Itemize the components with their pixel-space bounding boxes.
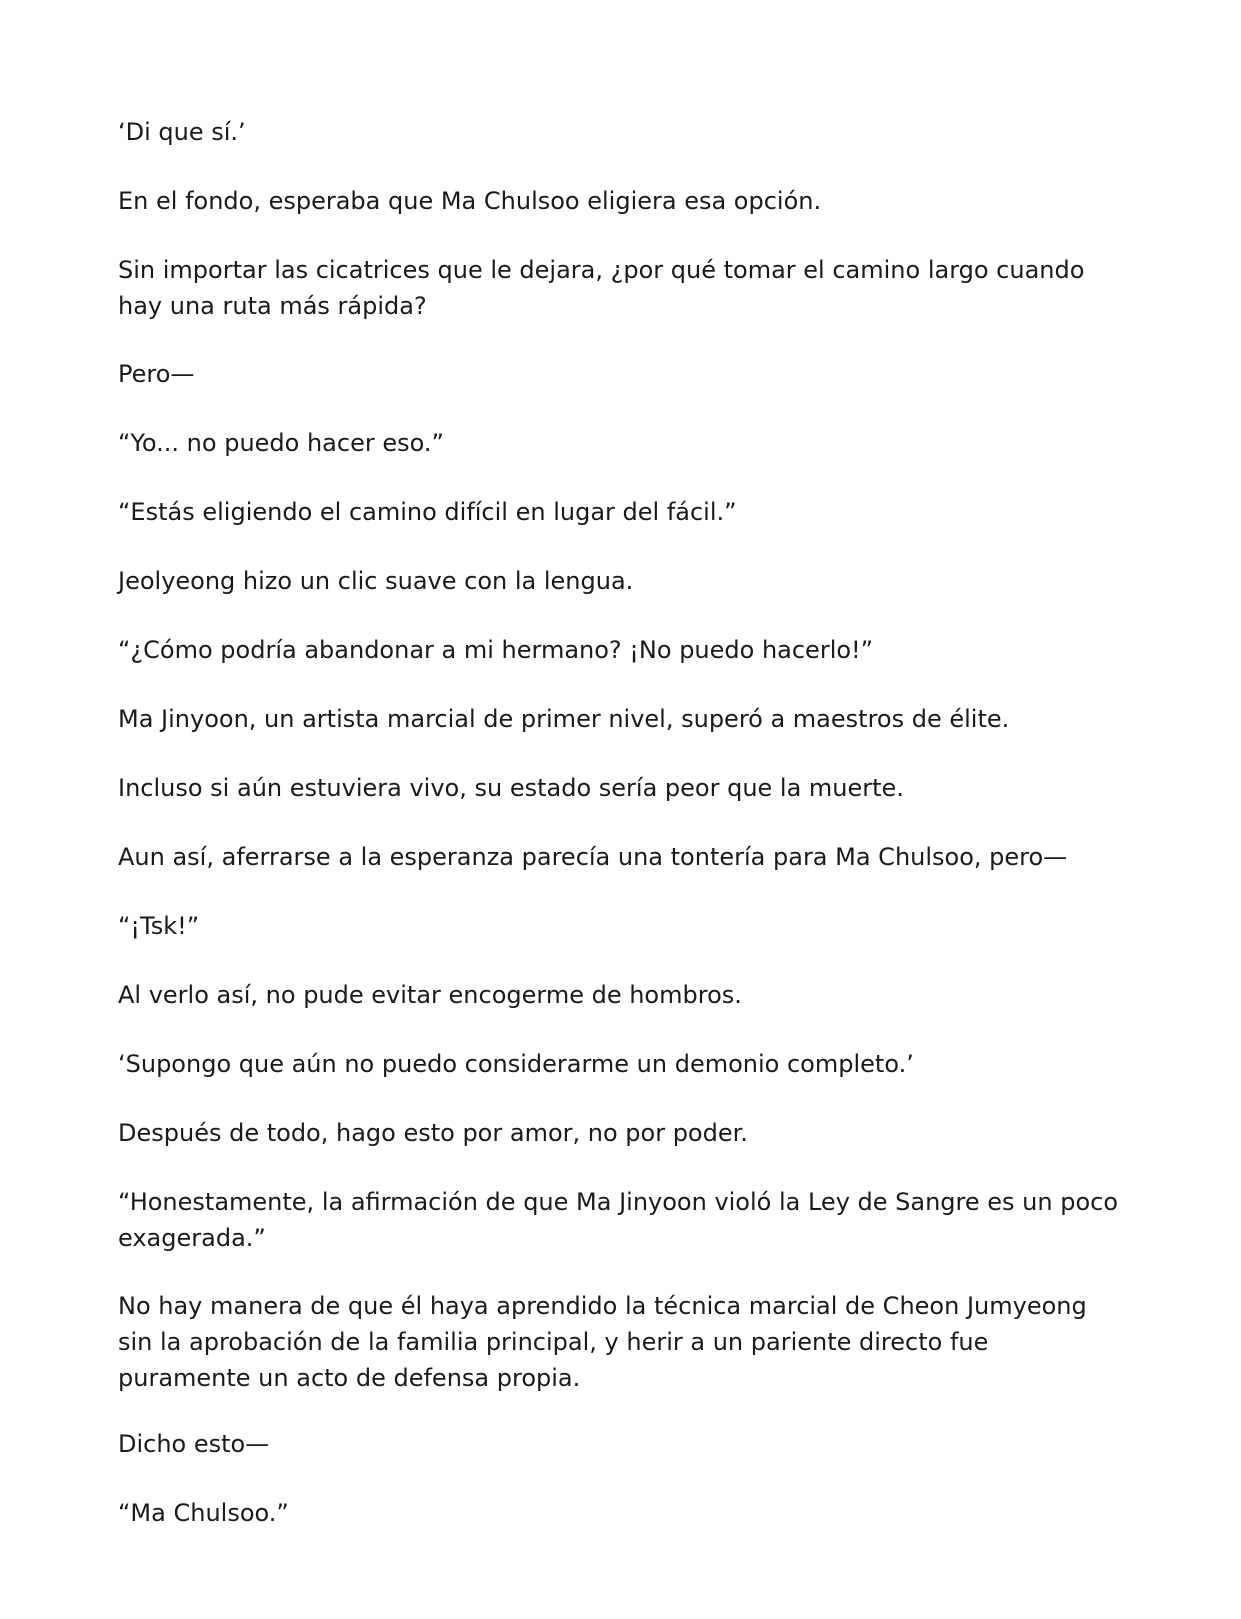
paragraph-11: Aun así, aferrarse a la esperanza parecía una tontería para Ma Chulsoo, pero— xyxy=(118,843,1068,871)
paragraph-16: “Honestamente, la afirmación de que Ma Jinyoon violó la Ley de Sangre es un poco exagerada.” xyxy=(118,1188,1119,1252)
paragraph-12: “¡Tsk!” xyxy=(118,912,200,940)
paragraph-10: Incluso si aún estuviera vivo, su estado sería peor que la muerte. xyxy=(118,774,904,802)
paragraph-19: “Ma Chulsoo.” xyxy=(118,1499,289,1527)
paragraph-7: Jeolyeong hizo un clic suave con la lengua. xyxy=(118,567,634,595)
paragraph-17: No hay manera de que él haya aprendido la técnica marcial de Cheon Jumyeong sin la aprobación de la familia principal, y herir a un pariente directo fue puramente un acto de defensa propia. xyxy=(118,1292,1087,1392)
paragraph-3: Sin importar las cicatrices que le dejara, ¿por qué tomar el camino largo cuando hay una ruta más rápida? xyxy=(118,256,1085,320)
paragraph-6: “Estás eligiendo el camino difícil en lugar del fácil.” xyxy=(118,498,737,526)
paragraph-18: Dicho esto— xyxy=(118,1430,270,1458)
paragraph-8: “¿Cómo podría abandonar a mi hermano? ¡No puedo hacerlo!” xyxy=(118,636,874,664)
paragraph-15: Después de todo, hago esto por amor, no por poder. xyxy=(118,1119,748,1147)
paragraph-13: Al verlo así, no pude evitar encogerme de hombros. xyxy=(118,981,742,1009)
paragraph-1: ‘Di que sí.’ xyxy=(118,118,246,146)
paragraph-5: “Yo... no puedo hacer eso.” xyxy=(118,429,444,457)
paragraph-9: Ma Jinyoon, un artista marcial de primer nivel, superó a maestros de élite. xyxy=(118,705,1010,733)
paragraph-2: En el fondo, esperaba que Ma Chulsoo eligiera esa opción. xyxy=(118,187,822,215)
paragraph-4: Pero— xyxy=(118,360,195,388)
paragraph-14: ‘Supongo que aún no puedo considerarme un demonio completo.’ xyxy=(118,1050,914,1078)
